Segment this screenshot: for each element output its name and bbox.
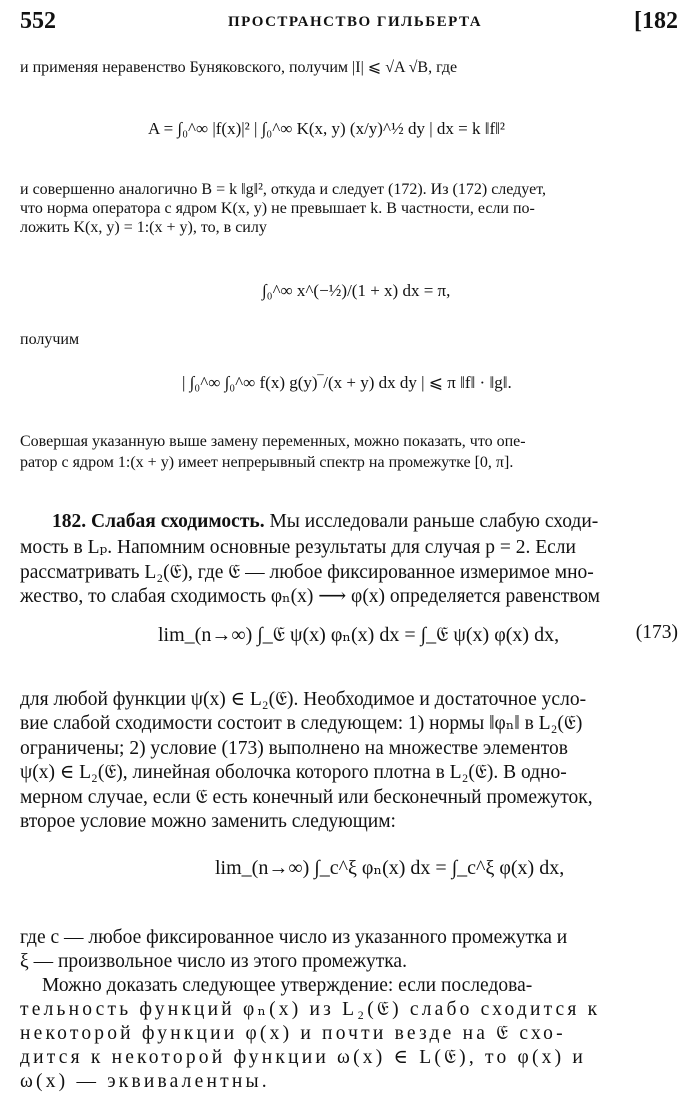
page-number: 552: [20, 8, 56, 34]
text-line: Совершая указанную выше замену переменных, можно показать, что опе-: [20, 433, 526, 450]
text-line: ξ — произвольное число из этого промежутка.: [20, 951, 407, 972]
text-line: рассматривать L₂(𝔈), где 𝔈 — любое фиксированное измеримое мно-: [20, 562, 594, 583]
text-line: некоторой функции φ(x) и почти везде на 𝔈 схо-: [20, 1023, 566, 1044]
text-line: вие слабой сходимости состоит в следующем: 1) нормы ‖φₙ‖ в L₂(𝔈): [20, 713, 583, 734]
text-line: ратор с ядром 1:(x + y) имеет непрерывный спектр на промежутке [0, π].: [20, 454, 514, 471]
formula-173: lim_(n→∞) ∫_𝔈 ψ(x) φₙ(x) dx = ∫_𝔈 ψ(x) φ(x) dx,: [158, 624, 560, 646]
section-marker: [182: [634, 8, 678, 34]
text-line: дится к некоторой функции ω(x) ∈ L(𝔈), то φ(x) и: [20, 1047, 586, 1068]
formula-a-integral: A = ∫₀^∞ |f(x)|² | ∫₀^∞ K(x, y) (x/y)^½ dy | dx = k ‖f‖²: [148, 119, 505, 138]
text-line: получим: [20, 331, 80, 348]
text-line: что норма оператора с ядром K(x, y) не превышает k. В частности, если по-: [20, 200, 535, 217]
running-title: ПРОСТРАНСТВО ГИЛЬБЕРТА: [228, 14, 483, 30]
text-line: ω(x) — эквивалентны.: [20, 1071, 270, 1092]
text-line: и применяя неравенство Буняковского, получим |I| ⩽ √A √B, где: [20, 59, 458, 76]
text-line: второе условие можно заменить следующим:: [20, 811, 396, 832]
text-line: Мы исследовали раньше слабую сходи-: [264, 511, 599, 532]
section-heading: 182. Слабая сходимость.: [52, 511, 265, 532]
section-first-line: [20, 510, 682, 534]
text-line: тельность функций φₙ(x) из L₂(𝔈) слабо сходится к: [20, 999, 601, 1020]
formula-interval-integral: lim_(n→∞) ∫_c^ξ φₙ(x) dx = ∫_c^ξ φ(x) dx,: [215, 857, 565, 879]
text-line: ограничены; 2) условие (173) выполнено на множестве элементов: [20, 738, 568, 759]
text-line: мость в Lₚ. Напомним основные результаты для случая p = 2. Если: [20, 537, 576, 558]
text-line: жество, то слабая сходимость φₙ(x) ⟶ φ(x) определяется равенством: [20, 586, 601, 607]
equation-number: (173): [635, 622, 678, 643]
text-line: где c — любое фиксированное число из указанного промежутка и: [20, 927, 568, 948]
text-line: ψ(x) ∈ L₂(𝔈), линейная оболочка которого плотна в L₂(𝔈). В одно-: [20, 762, 567, 783]
text-line: мерном случае, если 𝔈 есть конечный или бесконечный промежуток,: [20, 787, 593, 808]
text-line: ложить K(x, y) = 1:(x + y), то, в силу: [20, 219, 267, 236]
formula-pi-integral: ∫₀^∞ x^(−½)/(1 + x) dx = π,: [262, 281, 451, 300]
text-line: Можно доказать следующее утверждение: если последова-: [42, 975, 533, 996]
text-line: для любой функции ψ(x) ∈ L₂(𝔈). Необходимое и достаточное усло-: [20, 689, 587, 710]
formula-hilbert-inequality: | ∫₀^∞ ∫₀^∞ f(x) g(y)‾/(x + y) dx dy | ⩽ π ‖f‖ · ‖g‖.: [182, 373, 512, 392]
text-line: и совершенно аналогично B = k ‖g‖², откуда и следует (172). Из (172) следует,: [20, 181, 546, 198]
